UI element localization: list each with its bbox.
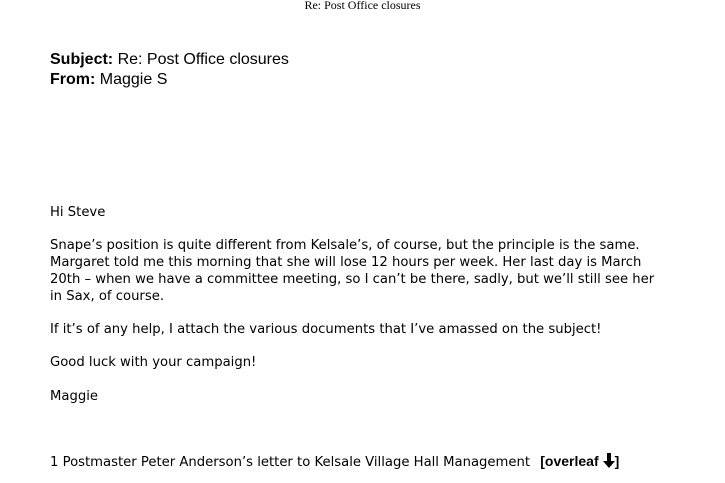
subject-row [50, 50, 289, 70]
email-meta [50, 50, 289, 90]
overleaf-close: ] [614, 453, 620, 469]
subject-label: Subject: [50, 51, 114, 68]
body-paragraph-1: Snape’s position is quite different from Kelsale’s, of course, but the principle is the same. Margaret told me this morning that she will lose 12 hours per week. Her last day is March 20th – when we have a committee meeting, so I can’t be there, sadly, but we’ll still see her in Sax, of course. [50, 238, 655, 304]
overleaf-link[interactable] [540, 453, 619, 469]
attachment-item [50, 453, 619, 472]
email-body [50, 205, 670, 422]
greeting: Hi Steve [50, 205, 106, 220]
from-value: Maggie S [99, 71, 168, 88]
overleaf-label: [overleaf [540, 453, 599, 469]
arrow-down-icon [603, 453, 615, 472]
from-label: From: [50, 71, 96, 88]
body-paragraph-2: If it’s of any help, I attach the various documents that I’ve amassed on the subject! [50, 321, 602, 337]
signature: Maggie [50, 388, 98, 404]
subject-value: Re: Post Office closures [117, 51, 289, 68]
from-row [50, 70, 289, 90]
body-paragraph-3: Good luck with your campaign! [50, 355, 257, 371]
attachment-text: 1 Postmaster Peter Anderson’s letter to Kelsale Village Hall Management [50, 455, 531, 470]
page-header: Re: Post Office closures [304, 0, 421, 12]
